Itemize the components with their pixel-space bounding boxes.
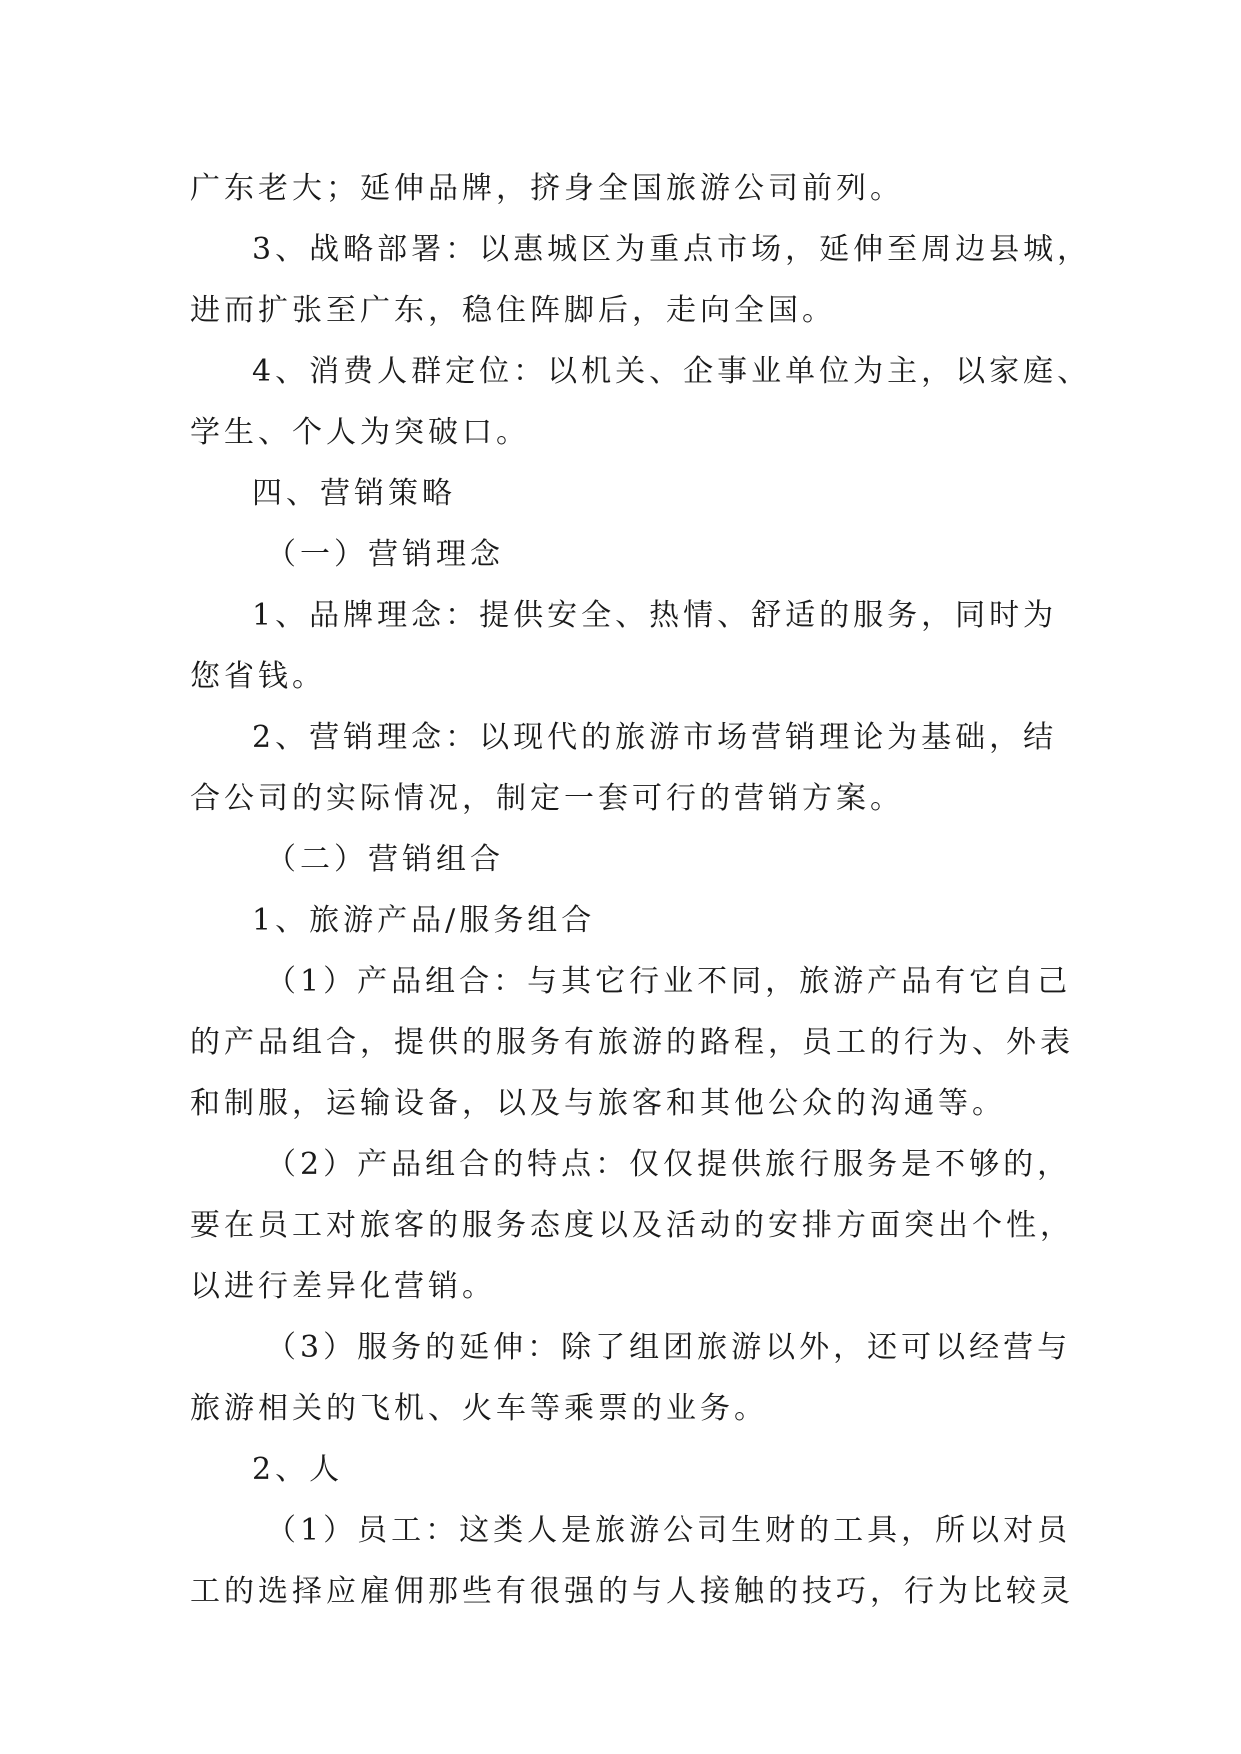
- text-line: 2、人: [252, 1452, 344, 1487]
- text-line: （1）产品组合：与其它行业不同，旅游产品有它自己: [266, 964, 1072, 999]
- text-line: 1、旅游产品/服务组合: [252, 903, 596, 938]
- text-line: 2、营销理念：以现代的旅游市场营销理论为基础，结: [252, 720, 1058, 755]
- text-line: （2）产品组合的特点：仅仅提供旅行服务是不够的，: [266, 1147, 1072, 1182]
- text-line: 学生、个人为突破口。: [190, 415, 530, 450]
- text-line: （3）服务的延伸：除了组团旅游以外，还可以经营与: [266, 1330, 1072, 1365]
- text-line: 4、消费人群定位：以机关、企事业单位为主，以家庭、: [252, 354, 1092, 389]
- text-line: 四、营销策略: [252, 476, 456, 511]
- text-line: 以进行差异化营销。: [190, 1269, 496, 1304]
- text-line: （二）营销组合: [266, 842, 504, 877]
- text-line: 工的选择应雇佣那些有很强的与人接触的技巧，行为比较灵: [190, 1574, 1074, 1609]
- text-line: 1、品牌理念：提供安全、热情、舒适的服务，同时为: [252, 598, 1058, 633]
- text-line: 广东老大；延伸品牌，挤身全国旅游公司前列。: [190, 171, 904, 206]
- text-line: 您省钱。: [190, 659, 326, 694]
- text-line: 和制服，运输设备，以及与旅客和其他公众的沟通等。: [190, 1086, 1006, 1121]
- text-line: （一）营销理念: [266, 537, 504, 572]
- document-body: [190, 158, 1092, 1622]
- text-line: 3、战略部署：以惠城区为重点市场，延伸至周边县城，: [252, 232, 1092, 267]
- text-line: 合公司的实际情况，制定一套可行的营销方案。: [190, 781, 904, 816]
- text-line: 要在员工对旅客的服务态度以及活动的安排方面突出个性，: [190, 1208, 1074, 1243]
- text-line: 旅游相关的飞机、火车等乘票的业务。: [190, 1391, 768, 1426]
- text-line: 的产品组合，提供的服务有旅游的路程，员工的行为、外表: [190, 1025, 1074, 1060]
- text-line: 进而扩张至广东，稳住阵脚后，走向全国。: [190, 293, 836, 328]
- text-line: （1）员工：这类人是旅游公司生财的工具，所以对员: [266, 1513, 1072, 1548]
